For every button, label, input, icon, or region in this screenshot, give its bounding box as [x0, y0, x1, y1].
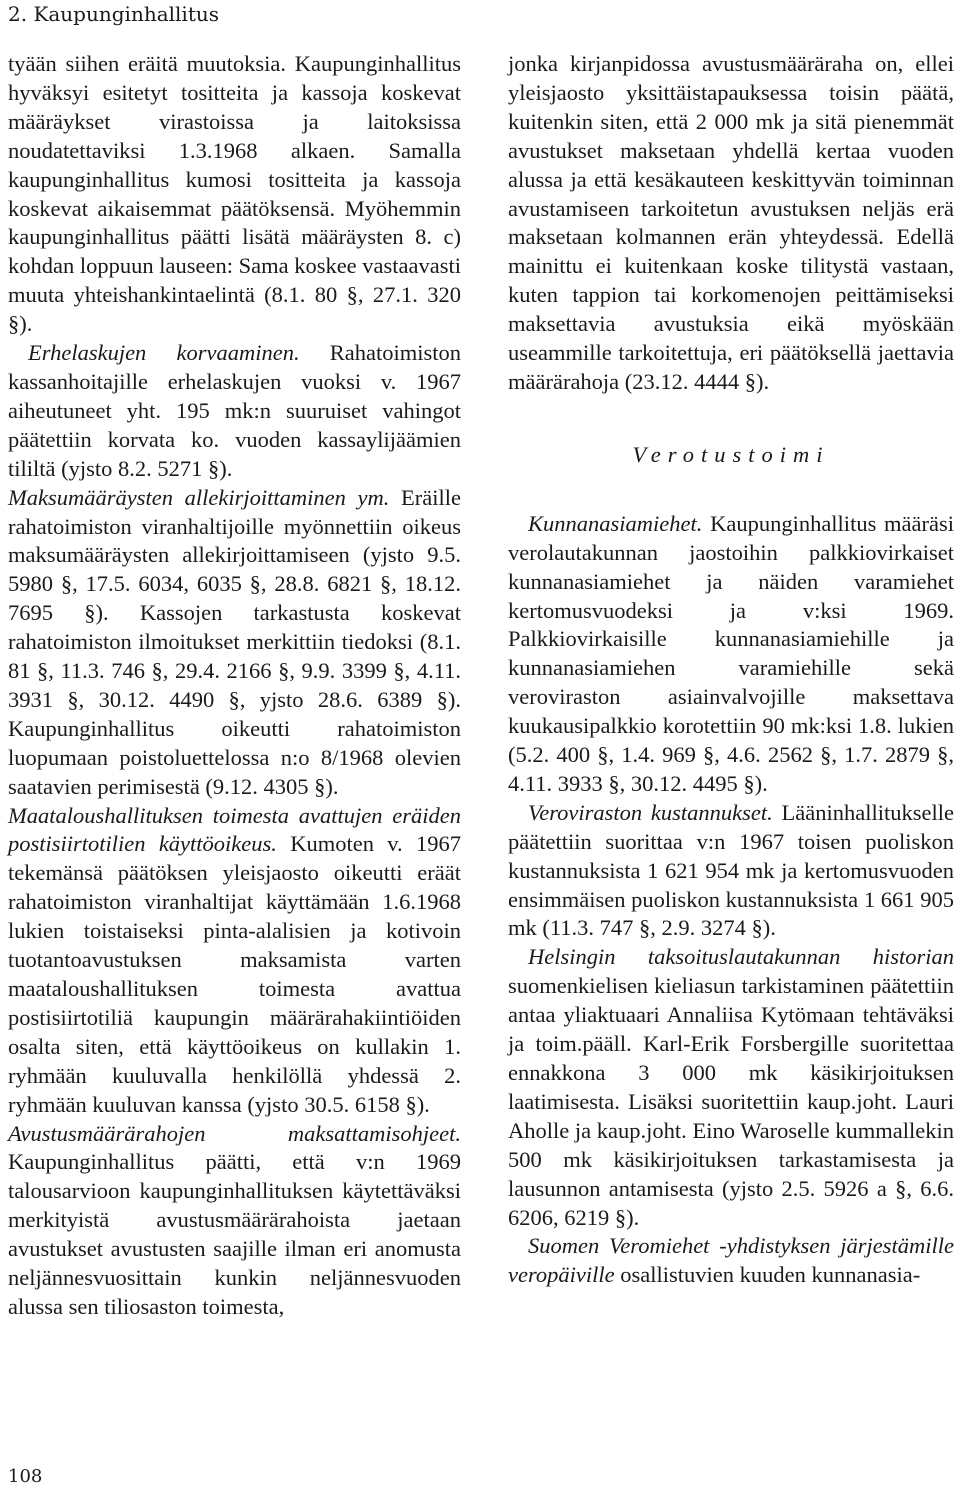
page-number: 108 [8, 1466, 43, 1487]
paragraph [8, 339, 461, 484]
paragraph: tyään siihen eräitä muutoksia. Kaupunginhallitus hyväksyi esitetyt tositteita ja kassoja koskevat määräykset virastoissa ja laitoksissa noudatettaviksi 1.3.1968 alkaen. Samalla kaupunginhallitus kumosi tositteita ja kassoja koskevat aikaisemmat päätöksensä. Myöhemmin kaupunginhallitus päätti lisätä määräysten 8. c) kohdan loppuun lauseen: Sama koskee vastaavasti muuta yhteishankintaelintä (8.1. 80 §, 27.1. 320 §). [8, 51, 462, 337]
paragraph [508, 943, 954, 1232]
paragraph [8, 802, 461, 1120]
paragraph [508, 510, 954, 799]
paragraph-body: Lääninhallitukselle päätettiin suorittaa v:n 1967 toisen puoliskon kustannuksista 1 621 954 mk ja kertomusvuoden ensimmäisen puoliskon kustannuksista 1 661 905 mk (11.3. 747 §, 2.9. 3274 §). [508, 799, 954, 941]
paragraph-body: suomenkielisen kieliasun tarkistaminen päätettiin antaa yliaktuaari Annaliisa Kytömaan tehtäväksi ja toim.pääll. Karl-Erik Forsbergille suoritettaa ennakkona 3 000 mk käsikirjoituksen laatimisesta. Lisäksi suoritettiin kaup.joht. Lauri Aholle ja kaup.joht. Eino Waroselle kummallekin 500 mk käsikirjoituksen tarkastamisesta ja lausunnon antamisesta (yjsto 2.5. 5926 a §, 6.6. 6206, 6219 §). [508, 973, 954, 1230]
paragraph-body: Kaupunginhallitus määräsi verolautakunnan jaostoihin palkkiovirkaiset kunnanasiamiehet ja näiden varamiehet kertomusvuodeksi ja v:ksi 1969. Palkkiovirkaisille kunnanasiamiehille ja kunnanasiamiehen varamiehille sekä veroviraston asiainvalvojille maksettava kuukausipalkkio korotettiin 90 mk:ksi 1.8. lukien (5.2. 400 §, 1.4. 969 §, 4.6. 2562 §, 1.7. 2879 §, 4.11. 3933 §, 30.12. 4495 §). [508, 510, 954, 796]
paragraph-body: Kaupunginhallitus päätti, että v:n 1969 talousarvioon kaupunginhallituksen käytettäväksi merkityistä avustusmäärärahoista jaetaan avustukset avustusten saajille ilman eri anomusta neljännesvuosittain kunkin neljännesvuoden alussa sen tiliosaston toimesta, [8, 1149, 461, 1319]
paragraph: jonka kirjanpidossa avustusmääräraha on, ellei yleisjaosto yksittäistapauksessa toisin päätä, kuitenkin siten, että 2 000 mk ja sitä pienemmät avustukset maksetaan yhdellä kertaa vuoden alussa ja että kesäkauteen keskittyvän toiminnan avustamiseen tarkoitetun avustuksen neljäs erä maksetaan kolmannen erän yhteydessä. Edellä mainittu ei kuitenkaan koske tilitystä vastaan, kuten tappion tai korkomenojen peittämiseksi maksettavia avustuksia eikä myöskään useammille tarkoitettuja, eri päätöksellä jaettavia määrärahoja (23.12. 4444 §). [508, 51, 954, 394]
paragraph-heading: Kunnanasiamiehet. [528, 510, 703, 536]
paragraph [508, 799, 954, 944]
left-column [8, 50, 461, 1322]
paragraph-heading: Avustusmäärärahojen maksattamisohjeet. [8, 1120, 461, 1146]
paragraph [8, 484, 461, 802]
running-header: 2. Kaupunginhallitus [8, 2, 220, 26]
paragraph-heading: Maksumääräysten allekirjoittaminen ym. [8, 484, 390, 510]
paragraph-heading: Maataloushallituksen toimesta avattujen eräiden postisiirtotilien käyttöoikeus. [8, 802, 461, 857]
paragraph-heading: Suomen Veromiehet -yhdistyksen järjestämille veropäiville [508, 1233, 954, 1288]
paragraph-body: Kumoten v. 1967 tekemänsä päätöksen yleisjaosto oikeutti eräät rahatoimiston viranhaltijat käyttämään 1.6.1968 lukien toistaiseksi pinta-alalisien ja kotivoin tuotantoavustuksen maksamista varten maataloushallituksen toimesta avattua postisiirtotiliä kaupungin määrärahakiintiöiden osalta siten, että käyttöoikeus on kullakin 1. ryhmään kuuluvalla henkilöllä yhdessä 2. ryhmään kuuluvan kanssa (yjsto 30.5. 6158 §). [8, 831, 461, 1117]
paragraph-heading: Helsingin taksoituslautakunnan historian [528, 944, 954, 970]
paragraph-body: osallistuvien kuuden kunnanasia- [614, 1262, 921, 1288]
paragraph-heading: Veroviraston kustannukset. [528, 799, 773, 825]
paragraph [508, 1232, 954, 1290]
paragraph-body: Rahatoimiston kassanhoitajille erhelaskujen vuoksi v. 1967 aiheutuneet yht. 195 mk:n suuruiset vahingot päätettiin korvata ko. vuoden kassaylijäämien tililtä (yjsto 8.2. 5271 §). [8, 340, 461, 481]
paragraph-body: Eräille rahatoimiston viranhaltijoille myönnettiin oikeus maksumääräysten allekirjoittamiseen (yjsto 9.5. 5980 §, 17.5. 6034, 6035 §, 28.8. 6821 §, 18.12. 7695 §). Kassojen tarkastusta koskevat rahatoimiston ilmoitukset merkittiin tiedoksi (8.1. 81 §, 11.3. 746 §, 29.4. 2166 §, 9.9. 3399 §, 4.11. 3931 §, 30.12. 4490 §, yjsto 28.6. 6389 §). Kaupunginhallitus oikeutti rahatoimiston luopumaan poistoluettelossa n:o 8/1968 olevien saatavien perimisestä (9.12. 4305 §). [8, 484, 461, 799]
right-column [508, 50, 954, 1290]
paragraph [8, 1120, 461, 1322]
paragraph-heading: Erhelaskujen korvaaminen. [28, 340, 300, 366]
section-title: Verotustoimi [632, 441, 830, 467]
